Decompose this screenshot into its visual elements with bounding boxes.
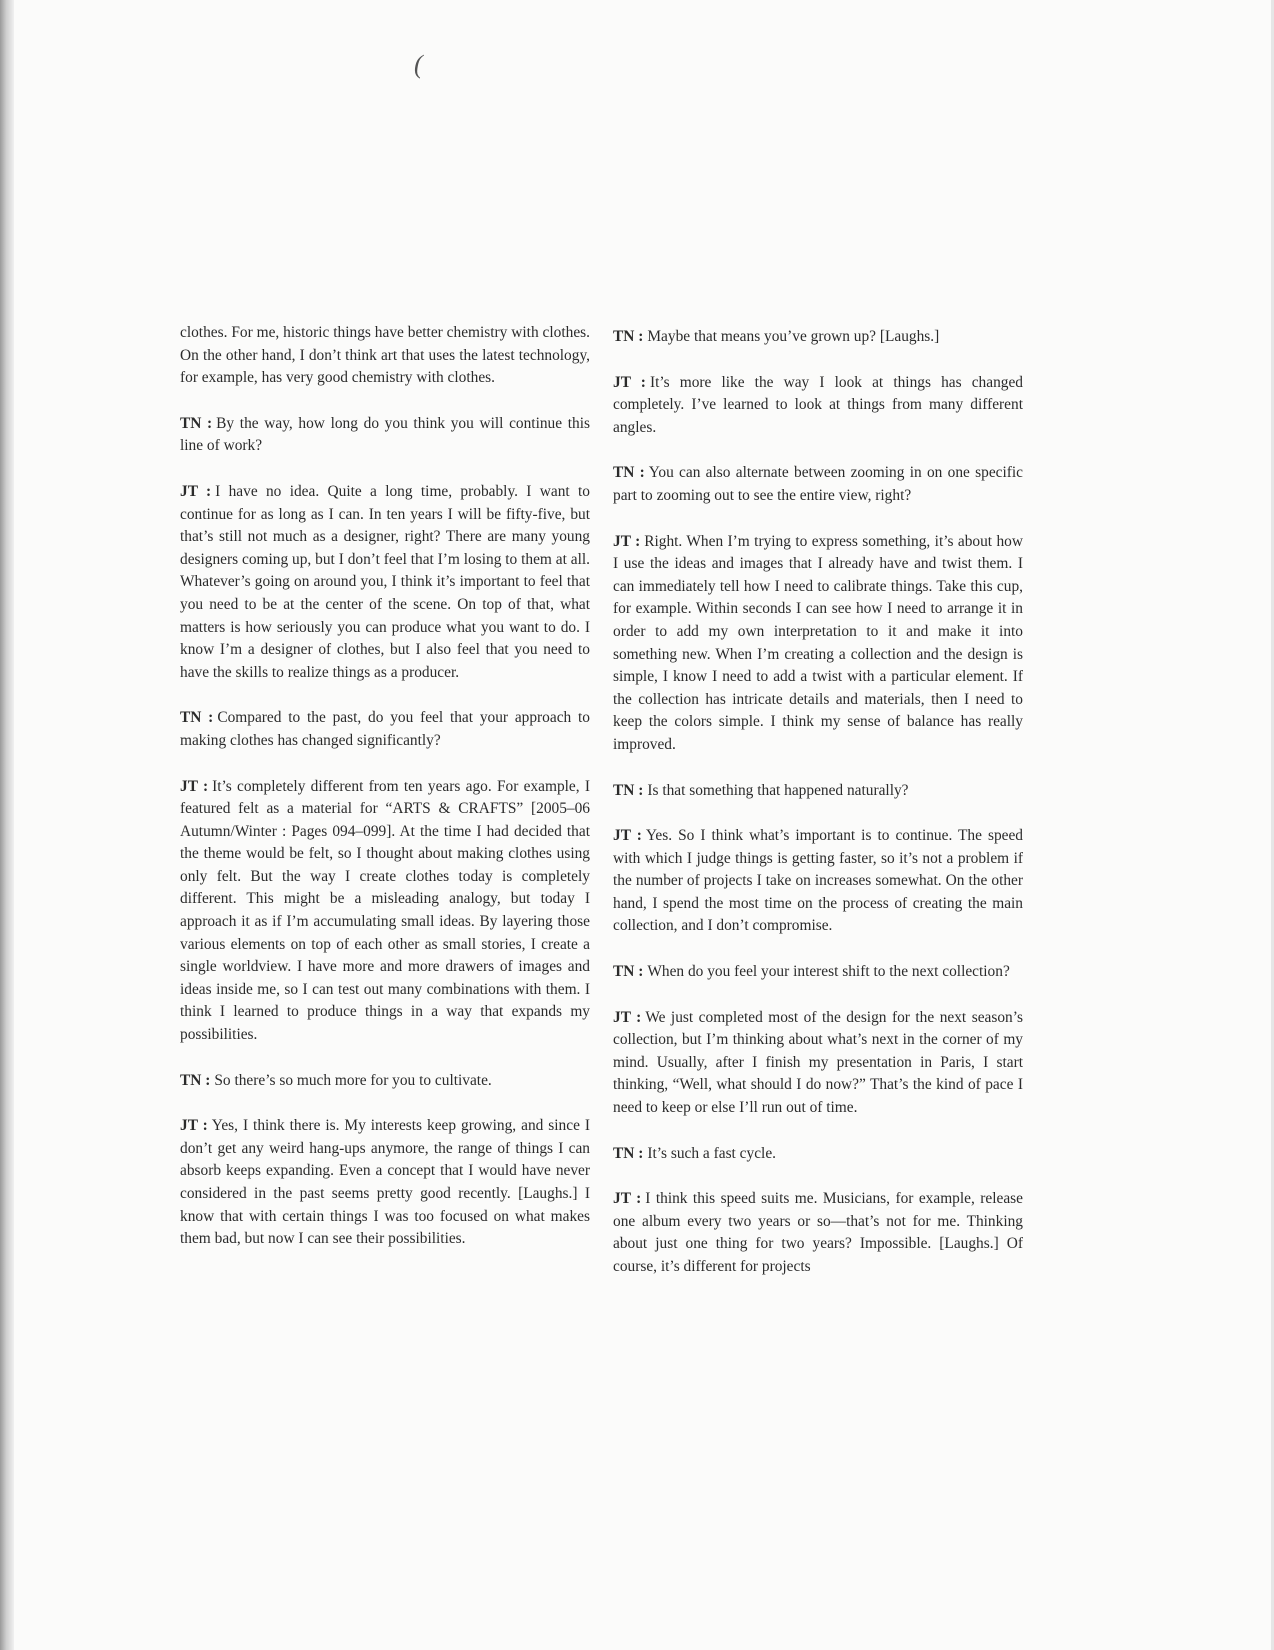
paragraph-text: It’s more like the way I look at things has changed completely. I’ve learned to look at things from many different angles. — [613, 373, 1023, 436]
margin-mark: ( — [414, 50, 423, 79]
paragraph-text: You can also alternate between zooming in on one specific part to zooming out to see the entire view, right? — [613, 464, 1023, 504]
interview-paragraph — [180, 481, 590, 684]
paragraph-text: Yes. So I think what’s important is to continue. The speed with which I judge things is getting faster, so it’s not a problem if the number of projects I take on increases somewhat. On the other hand, I spend the most time on the process of creating the main collection, and I don’t compromise. — [613, 827, 1024, 935]
interview-paragraph — [613, 1143, 1023, 1166]
speaker-label: JT : — [180, 482, 212, 500]
interview-paragraph — [613, 1007, 1023, 1120]
speaker-label: TN : — [180, 414, 213, 432]
interview-paragraph — [613, 372, 1023, 440]
paragraph-text: It’s such a fast cycle. — [647, 1144, 776, 1162]
paragraph-text: When do you feel your interest shift to the next collection? — [647, 963, 1010, 981]
interview-paragraph — [180, 322, 590, 390]
interview-paragraph — [180, 707, 590, 752]
interview-paragraph — [613, 326, 1023, 349]
speaker-label: TN : — [180, 709, 214, 727]
paragraph-text: So there’s so much more for you to cultivate. — [214, 1071, 492, 1089]
interview-paragraph — [613, 780, 1023, 803]
interview-paragraph — [180, 776, 590, 1047]
speaker-label: TN : — [613, 963, 644, 981]
interview-paragraph — [180, 1115, 590, 1251]
paragraph-text: It’s completely different from ten years ago. For example, I featured felt as a material for “ARTS & CRAFTS” [2005–06 Autumn/Winter : Pages 094–099]. At the time I had decided that the theme would be felt, so I thought about making clothes using only felt. But the way I create clothes today is completely different. This might be a misleading analogy, but today I approach it as if I’m accumulating small ideas. By layering those various elements on top of each other as small stories, I create a single worldview. I have more and more drawers of images and ideas inside me, so I can test out many combinations with them. I think I learned to produce things in a way that expands my possibilities. — [180, 777, 590, 1044]
speaker-label: TN : — [613, 1144, 644, 1162]
interview-paragraph — [613, 531, 1023, 757]
speaker-label: JT : — [180, 1117, 208, 1135]
page-binding-shadow — [0, 0, 14, 1650]
speaker-label: TN : — [613, 328, 644, 345]
speaker-label: JT : — [613, 1190, 642, 1208]
paragraph-text: I have no idea. Quite a long time, probably. I want to continue for as long as I can. In ten years I will be fifty-five, but that’s still not much as a designer, right? There are many young designers coming up, but I don’t feel that I’m losing to them at all. Whatever’s going on around you, I think it’s important to feel that you need to be at the center of the scene. On top of that, what matters is how seriously you can produce what you want to do. I know I’m a designer of clothes, but I also feel that you need to have the skills to realize things as a producer. — [180, 482, 590, 681]
paragraph-text: Right. When I’m trying to express something, it’s about how I use the ideas and images that I already have and twist them. I can immediately tell how I need to calibrate things. Take this cup, for example. Within seconds I can see how I need to arrange it in order to add my own interpretation to it and make it into something new. When I’m creating a collection and the design is simple, I know I need to add a twist with a particular element. If the collection has intricate details and materials, then I need to keep the colors simple. I think my sense of balance has really improved. — [613, 532, 1023, 753]
right-column — [613, 326, 1023, 1302]
interview-paragraph — [613, 825, 1023, 938]
speaker-label: TN : — [613, 464, 645, 482]
interview-paragraph — [613, 961, 1023, 984]
speaker-label: JT : — [613, 827, 642, 845]
paragraph-text: By the way, how long do you think you will continue this line of work? — [180, 414, 590, 455]
speaker-label: TN : — [613, 781, 644, 799]
left-column — [180, 322, 590, 1274]
speaker-label: JT : — [613, 373, 646, 391]
paragraph-text: Is that something that happened naturally? — [647, 781, 909, 799]
speaker-label: TN : — [180, 1071, 211, 1089]
paragraph-text: Maybe that means you’ve grown up? [Laughs.] — [647, 328, 940, 345]
paragraph-text: I think this speed suits me. Musicians, for example, release one album every two years or so—that’s not for me. Thinking about just one thing for two years? Impossible. [Laughs.] Of course, it’s different for projects — [613, 1190, 1023, 1275]
speaker-label: JT : — [180, 777, 209, 795]
interview-paragraph — [613, 462, 1023, 507]
interview-paragraph — [180, 413, 590, 458]
paragraph-text: clothes. For me, historic things have better chemistry with clothes. On the other hand, I don’t think art that uses the latest technology, for example, has very good chemistry with clothes. — [180, 324, 590, 387]
interview-paragraph — [180, 1070, 590, 1093]
interview-paragraph — [613, 1188, 1023, 1278]
paragraph-text: We just completed most of the design for the next season’s collection, but I’m thinking about what’s next in the corner of my mind. Usually, after I finish my presentation in Paris, I start thinking, “Well, what should I do now?” That’s the kind of pace I need to keep or else I’ll run out of time. — [613, 1008, 1023, 1117]
speaker-label: JT : — [613, 1008, 642, 1026]
paragraph-text: Compared to the past, do you feel that your approach to making clothes has changed significantly? — [180, 709, 591, 749]
speaker-label: JT : — [613, 532, 641, 550]
paragraph-text: Yes, I think there is. My interests keep growing, and since I don’t get any weird hang-ups anymore, the range of things I can absorb keeps expanding. Even a concept that I would have never considered in the past seems pretty good recently. [Laughs.] I know that with certain things I was too focused on what makes them bad, but now I can see their possibilities. — [180, 1117, 590, 1248]
